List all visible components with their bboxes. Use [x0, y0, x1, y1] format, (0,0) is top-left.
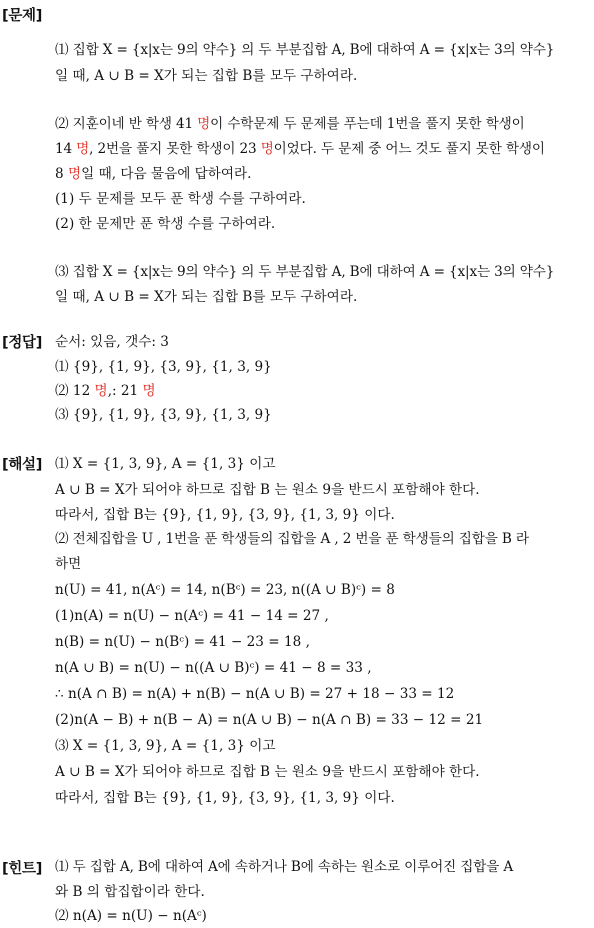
answer-label: [정답]: [2, 335, 43, 351]
answer-line-2: ⑴ {9}, {1, 9}, {3, 9}, {1, 3, 9}: [55, 359, 272, 375]
explanation-line: A ∪ B = X가 되어야 하므로 집합 B 는 원소 9을 반드시 포함해야 한다.: [55, 764, 480, 780]
answer-line-3: [55, 381, 156, 401]
problem-2-sub-2: (2) 한 문제만 푼 학생 수를 구하여라.: [55, 216, 276, 232]
highlight-unit: 명: [76, 141, 90, 157]
text-segment: 이 수학문제 두 문제를 푸는데 1번을 풀지 못한 학생이: [210, 116, 525, 132]
text-segment: 14: [55, 141, 77, 157]
explanation-line: ⑶ X = {1, 3, 9}, A = {1, 3} 이고: [55, 738, 276, 754]
text-segment: ,: 21: [107, 383, 143, 399]
explanation-line: A ∪ B = X가 되어야 하므로 집합 B 는 원소 9을 반드시 포함해야 한다.: [55, 482, 480, 498]
problem-2-line-1: [55, 114, 525, 134]
explanation-line: n(B) = n(U) − n(Bᶜ) = 41 − 23 = 18 ,: [55, 634, 310, 650]
problem-3-line-1: ⑶ 집합 X = {x|x는 9의 약수} 의 두 부분집합 A, B에 대하여 A = {x|x는 3의 약수}: [55, 264, 555, 280]
highlight-unit: 명: [197, 116, 211, 132]
highlight-unit: 명: [260, 141, 274, 157]
explanation-line: ∴ n(A ∩ B) = n(A) + n(B) − n(A ∪ B) = 27 + 18 − 33 = 12: [55, 686, 455, 702]
text-segment: 이었다. 두 문제 중 어느 것도 풀지 못한 학생이: [273, 141, 545, 157]
problem-2-line-3: [55, 164, 252, 184]
explanation-label: [해설]: [2, 457, 43, 473]
explanation-line: n(U) = 41, n(Aᶜ) = 14, n(Bᶜ) = 23, n((A ∪ B)ᶜ) = 8: [55, 582, 395, 598]
text-segment: 일 때, 다음 물음에 답하여라.: [81, 166, 252, 182]
explanation-line: 따라서, 집합 B는 {9}, {1, 9}, {3, 9}, {1, 3, 9} 이다.: [55, 507, 395, 523]
answer-line-1: 순서: 있음, 갯수: 3: [55, 334, 169, 350]
explanation-line: n(A ∪ B) = n(U) − n((A ∪ B)ᶜ) = 41 − 8 = 33 ,: [55, 660, 372, 676]
explanation-line: (1)n(A) = n(U) − n(Aᶜ) = 41 − 14 = 27 ,: [55, 608, 329, 624]
hint-line: 와 B 의 합집합이라 한다.: [55, 884, 205, 900]
explanation-line: (2)n(A − B) + n(B − A) = n(A ∪ B) − n(A ∩ B) = 33 − 12 = 21: [55, 712, 484, 728]
problem-2-sub-1: (1) 두 문제를 모두 푼 학생 수를 구하여라.: [55, 191, 306, 207]
answer-line-4: ⑶ {9}, {1, 9}, {3, 9}, {1, 3, 9}: [55, 407, 272, 423]
hint-line: ⑵ n(A) = n(U) − n(Aᶜ): [55, 908, 207, 924]
hint-line: ⑴ 두 집합 A, B에 대하여 A에 속하거나 B에 속하는 원소로 이루어진 집합을 A: [55, 859, 514, 875]
hint-label: [힌트]: [2, 861, 43, 877]
text-segment: , 2번을 풀지 못한 학생이 23: [89, 141, 261, 157]
explanation-line: ⑵ 전체집합을 U , 1번을 푼 학생들의 집합을 A , 2 번을 푼 학생들의 집합을 B 라: [55, 531, 529, 547]
problem-3-line-2: 일 때, A ∪ B = X가 되는 집합 B를 모두 구하여라.: [55, 289, 358, 305]
highlight-unit: 명: [142, 383, 156, 399]
explanation-line: 하면: [55, 556, 82, 572]
explanation-line: ⑴ X = {1, 3, 9}, A = {1, 3} 이고: [55, 456, 276, 472]
highlight-unit: 명: [94, 383, 108, 399]
problem-label: [문제]: [2, 8, 43, 24]
text-segment: 8: [55, 166, 68, 182]
problem-1-line-2: 일 때, A ∪ B = X가 되는 집합 B를 모두 구하여라.: [55, 68, 358, 84]
problem-2-line-2: [55, 139, 545, 159]
explanation-line: 따라서, 집합 B는 {9}, {1, 9}, {3, 9}, {1, 3, 9} 이다.: [55, 790, 395, 806]
text-segment: ⑵ 12: [55, 383, 95, 399]
highlight-unit: 명: [67, 166, 82, 182]
text-segment: ⑵ 지훈이네 반 학생 41: [55, 116, 198, 132]
problem-1-line-1: ⑴ 집합 X = {x|x는 9의 약수} 의 두 부분집합 A, B에 대하여 A = {x|x는 3의 약수}: [55, 42, 555, 58]
